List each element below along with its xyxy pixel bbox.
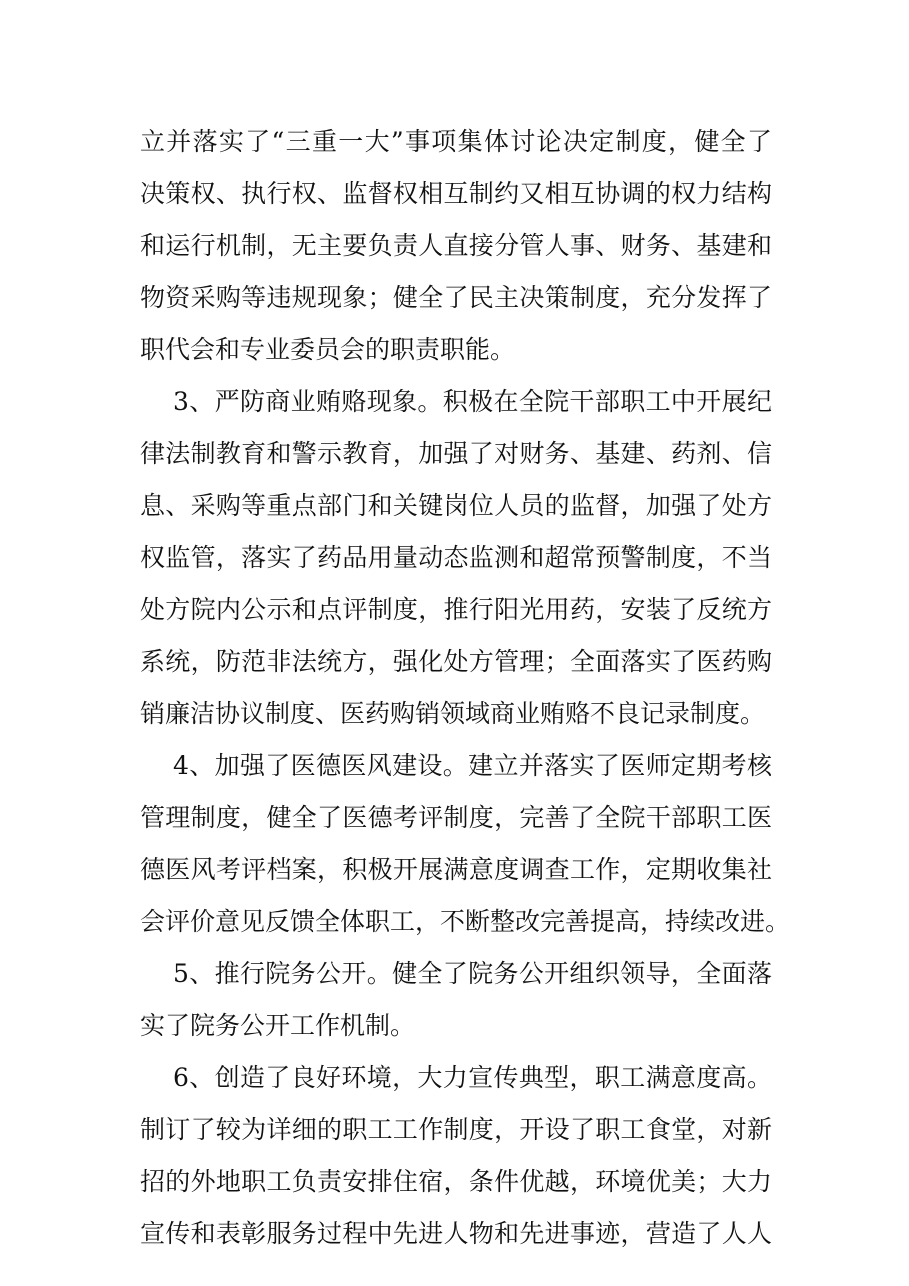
paragraph-line: 3、严防商业贿赂现象。积极在全院干部职工中开展纪: [173, 387, 772, 416]
paragraph-line: 会评价意见反馈全体职工，不断整改完善提高，持续改进。: [140, 907, 791, 936]
paragraph-line: 处方院内公示和点评制度，推行阳光用药，安装了反统方: [140, 595, 772, 624]
paragraph-line: 制订了较为详细的职工工作制度，开设了职工食堂，对新: [140, 1115, 772, 1144]
paragraph-line: 物资采购等违规现象；健全了民主决策制度，充分发挥了: [140, 283, 772, 312]
document-body: [140, 116, 791, 1260]
paragraph-line: 6、创造了良好环境，大力宣传典型，职工满意度高。: [173, 1063, 772, 1092]
paragraph-line: 权监管，落实了药品用量动态监测和超常预警制度，不当: [140, 543, 772, 572]
paragraph-line: 实了院务公开工作机制。: [140, 1011, 416, 1040]
paragraph-line: 律法制教育和警示教育，加强了对财务、基建、药剂、信: [140, 439, 772, 468]
paragraph-line: 管理制度，健全了医德考评制度，完善了全院干部职工医: [140, 803, 772, 832]
paragraph-line: 德医风考评档案，积极开展满意度调查工作，定期收集社: [140, 855, 772, 884]
paragraph-line: 4、加强了医德医风建设。建立并落实了医师定期考核: [173, 751, 772, 780]
paragraph-line: 职代会和专业委员会的职责职能。: [140, 335, 516, 364]
paragraph-line: 决策权、执行权、监督权相互制约又相互协调的权力结构: [140, 179, 772, 208]
paragraph-line: 招的外地职工负责安排住宿，条件优越，环境优美；大力: [140, 1167, 772, 1196]
paragraph-line: 立并落实了“三重一大”事项集体讨论决定制度，健全了: [140, 127, 772, 156]
paragraph-line: 5、推行院务公开。健全了院务公开组织领导，全面落: [173, 959, 772, 988]
paragraph-line: 销廉洁协议制度、医药购销领域商业贿赂不良记录制度。: [140, 699, 766, 728]
paragraph-line: 和运行机制，无主要负责人直接分管人事、财务、基建和: [140, 231, 772, 260]
paragraph-line: 息、采购等重点部门和关键岗位人员的监督，加强了处方: [140, 491, 772, 520]
paragraph-line: 系统，防范非法统方，强化处方管理；全面落实了医药购: [140, 647, 772, 676]
paragraph-line: 宣传和表彰服务过程中先进人物和先进事迹，营造了人人: [140, 1219, 772, 1248]
